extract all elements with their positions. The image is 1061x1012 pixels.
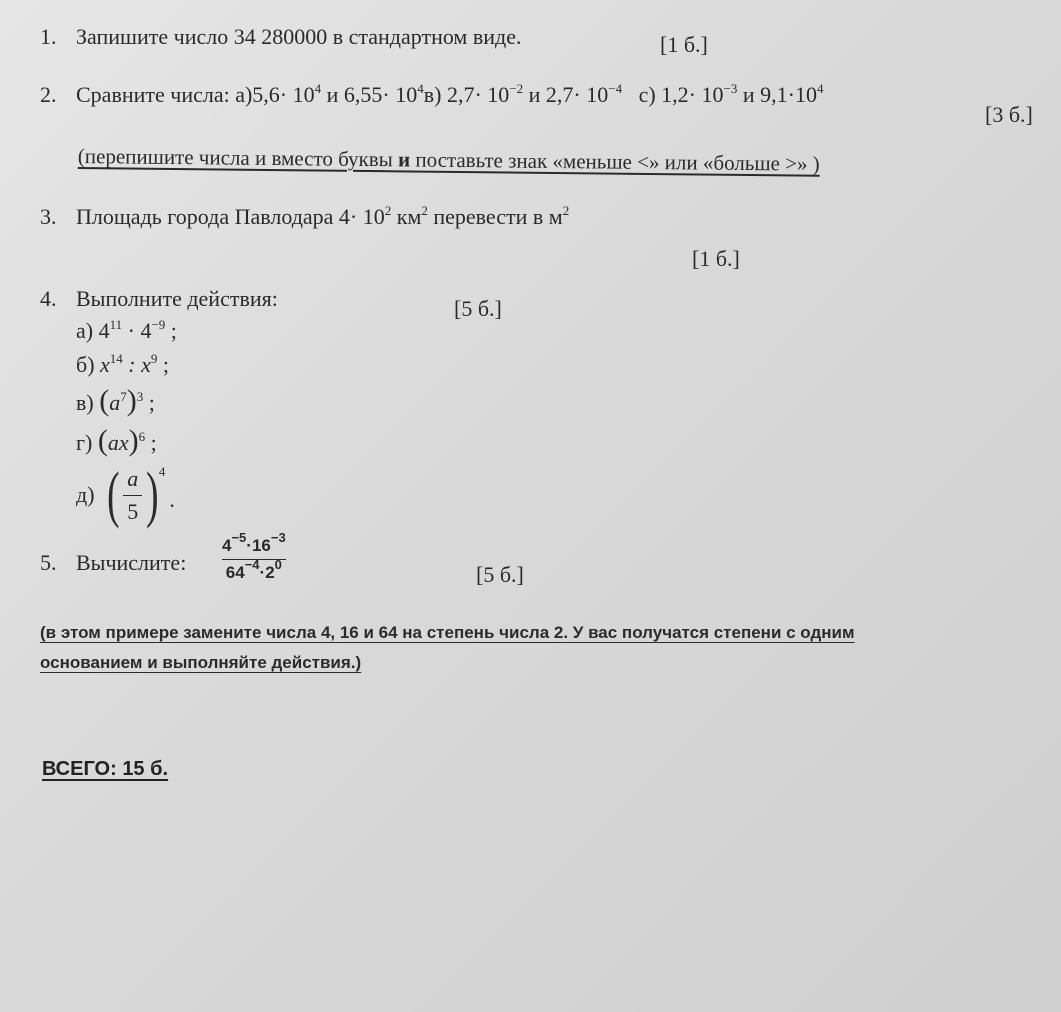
task-5-note	[40, 618, 855, 678]
task-4b	[76, 352, 169, 378]
exponent: −5	[231, 530, 247, 545]
task-2-c-and: и 9,1·10	[737, 82, 817, 107]
operator: · 4	[122, 318, 152, 343]
task-number: 1.	[40, 24, 57, 49]
task-5-title	[40, 550, 186, 576]
task-4g	[76, 424, 157, 458]
task-1	[40, 24, 521, 50]
task-3-rest: перевести в м	[427, 204, 563, 229]
punct: ;	[165, 318, 177, 343]
exponent: 2	[562, 203, 570, 218]
operator: ·16	[246, 536, 271, 555]
task-5-fraction	[218, 530, 290, 583]
numerator: a	[127, 465, 139, 491]
task-2	[40, 82, 823, 108]
exponent: 9	[150, 351, 158, 366]
item-label: б)	[76, 352, 95, 377]
task-4-score: [5 б.]	[454, 296, 502, 321]
exponent: 4	[314, 81, 322, 96]
exponent: 2	[384, 203, 392, 218]
task-2-b: в) 2,7· 10	[423, 82, 510, 107]
exponent: 4	[816, 81, 824, 96]
base: ax	[107, 430, 129, 455]
note-line: (в этом примере замените числа 4, 16 и 64 на степень числа 2. У вас получатся степени с одним	[40, 623, 855, 642]
task-2-note	[78, 144, 820, 177]
task-4a	[76, 318, 177, 344]
base: 4	[222, 536, 232, 555]
task-2-c: с) 1,2· 10	[638, 82, 724, 107]
exponent: −2	[509, 81, 524, 96]
operator: : x	[122, 352, 151, 377]
exponent: −4	[608, 81, 623, 96]
punct: ;	[145, 430, 157, 455]
paren: )	[128, 424, 139, 457]
task-4-title	[40, 286, 278, 312]
item-label: а)	[76, 318, 94, 343]
item-label: в)	[76, 390, 94, 415]
exponent: 3	[136, 389, 144, 404]
note-bold: и	[397, 147, 411, 172]
base: x	[100, 352, 110, 377]
item-label: д)	[76, 482, 95, 507]
exponent: −4	[244, 557, 260, 572]
paren: (	[99, 384, 110, 417]
task-2-a-and: и 6,55· 10	[321, 82, 418, 107]
task-3-score: [1 б.]	[692, 246, 740, 271]
exponent: 0	[274, 557, 282, 572]
operator: ·2	[259, 563, 275, 582]
task-4-text: Выполните действия:	[76, 286, 278, 311]
fraction	[218, 530, 290, 583]
exponent: 14	[109, 351, 123, 366]
task-5-text: Вычислите:	[76, 550, 187, 575]
task-number: 2.	[40, 82, 57, 107]
note-text: (перепишите числа и вместо буквы	[77, 144, 399, 172]
fraction	[123, 466, 142, 525]
denominator	[222, 559, 286, 583]
base: a	[109, 390, 121, 415]
base: 4	[98, 318, 110, 343]
paren: )	[126, 384, 137, 417]
task-2-b-and: и 2,7· 10	[523, 82, 609, 107]
note-text: поставьте знак «меньше <» или «больше >» )	[410, 147, 820, 176]
numerator	[218, 530, 290, 559]
item-label: г)	[76, 430, 93, 455]
exponent: 2	[421, 203, 428, 218]
exponent: 6	[138, 429, 146, 444]
exponent: 4	[417, 81, 424, 96]
task-4v	[76, 384, 155, 418]
exponent: 7	[120, 389, 127, 404]
task-3-text: Площадь города Павлодара 4· 10	[76, 204, 385, 229]
task-5-score: [5 б.]	[476, 562, 524, 587]
exponent: 4	[158, 464, 166, 479]
task-1-text: Запишите число 34 280000 в стандартном виде.	[76, 24, 522, 49]
task-number: 5.	[40, 550, 57, 575]
paren: )	[146, 461, 159, 529]
base: 64	[225, 563, 245, 582]
paren: (	[106, 461, 120, 529]
punct: ;	[157, 352, 170, 377]
denominator: 5	[123, 495, 142, 525]
task-2-score: [3 б.]	[985, 102, 1033, 127]
exponent: −9	[151, 317, 166, 332]
task-1-score: [1 б.]	[660, 32, 708, 57]
exponent: −3	[723, 81, 738, 96]
task-3-unit: км	[391, 204, 422, 229]
task-2-lead: Сравните числа: а)5,6· 10	[76, 82, 315, 107]
exponent: 11	[109, 317, 123, 332]
task-4d	[76, 461, 175, 529]
punct: .	[169, 487, 175, 512]
task-3	[40, 204, 569, 230]
paren: (	[97, 424, 108, 457]
task-number: 3.	[40, 204, 57, 229]
total-score: ВСЕГО: 15 б.	[42, 758, 169, 780]
note-line: основанием и выполняйте действия.)	[40, 653, 362, 672]
task-number: 4.	[40, 286, 57, 311]
exponent: −3	[270, 530, 286, 545]
punct: ;	[143, 390, 155, 415]
